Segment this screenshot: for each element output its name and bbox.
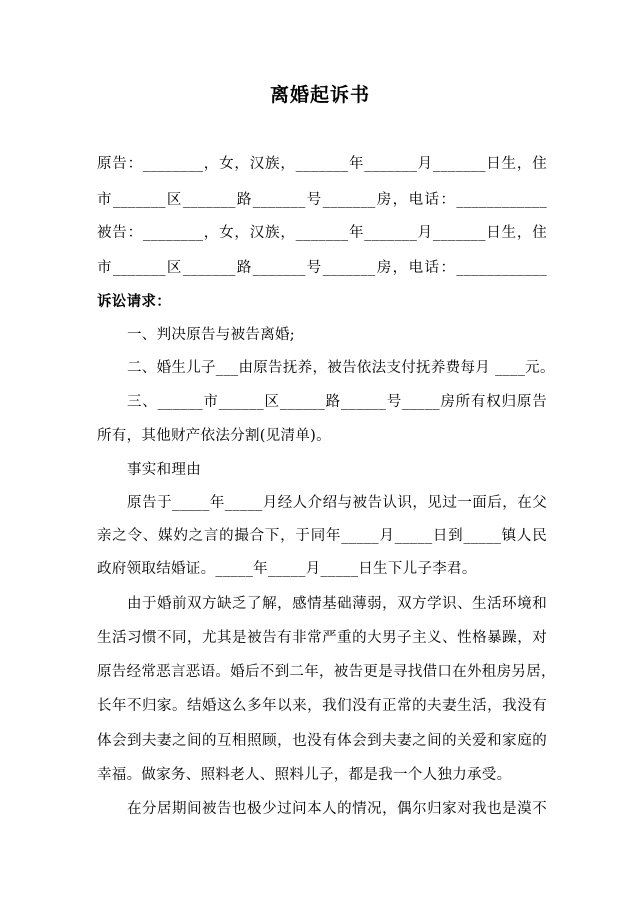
claims-heading: 诉讼请求： <box>97 293 171 310</box>
claim-2: 二、婚生儿子___由原告抚养，被告依法支付抚养费每月 ____元。 <box>127 360 555 376</box>
document-title: 离婚起诉书 <box>269 84 370 106</box>
facts-para-1-line-1: 原告于_____年_____月经人介绍与被告认识，见过一面后，在父 <box>127 495 547 511</box>
facts-para-2-line-6: 幸福。做家务、照料老人、照料儿子，都是我一个人独力承受。 <box>97 767 512 783</box>
facts-para-2-line-1: 由于婚前双方缺乏了解，感情基础薄弱，双方学识、生活环境和 <box>127 596 547 612</box>
claim-1: 一、判决原告与被告离婚; <box>127 327 295 343</box>
facts-heading: 事实和理由 <box>127 462 201 478</box>
facts-para-2-line-4: 长年不归家。结婚这么多年以来，我们没有正常的夫妻生活，我没有 <box>97 698 547 714</box>
claim-3-line-1: 三、______市______区______路______号_____房所有权归原告 <box>127 394 547 410</box>
plaintiff-info-line-2: 市_______区_______路_______号_______房，电话：____________ <box>97 192 547 208</box>
defendant-info-line-1: 被告：________，女，汉族，_______年_______月_______日生，住 <box>97 225 547 241</box>
claim-3-line-2: 所有，其他财产依法分割(见清单)。 <box>97 428 331 444</box>
facts-para-2-line-5: 体会到夫妻之间的互相照顾，也没有体会到夫妻之间的关爱和家庭的 <box>97 733 547 749</box>
defendant-info-line-2: 市_______区_______路_______号_______房，电话：____________ <box>97 260 547 276</box>
facts-para-1-line-2: 亲之令、媒妁之言的撮合下，于同年_____月_____日到_____镇人民 <box>97 528 547 544</box>
facts-para-1-line-3: 政府领取结婚证。_____年_____月_____日生下儿子李君。 <box>97 561 477 577</box>
plaintiff-info-line-1: 原告：________，女，汉族，_______年_______月_______日生，住 <box>97 156 547 172</box>
facts-para-3-line-1: 在分居期间被告也极少过问本人的情况，偶尔归家对我也是漠不 <box>127 801 547 817</box>
facts-para-2-line-2: 生活习惯不同，尤其是被告有非常严重的大男子主义、性格暴躁，对 <box>97 630 547 646</box>
facts-para-2-line-3: 原告经常恶言恶语。婚后不到二年，被告更是寻找借口在外租房另居， <box>97 664 556 680</box>
